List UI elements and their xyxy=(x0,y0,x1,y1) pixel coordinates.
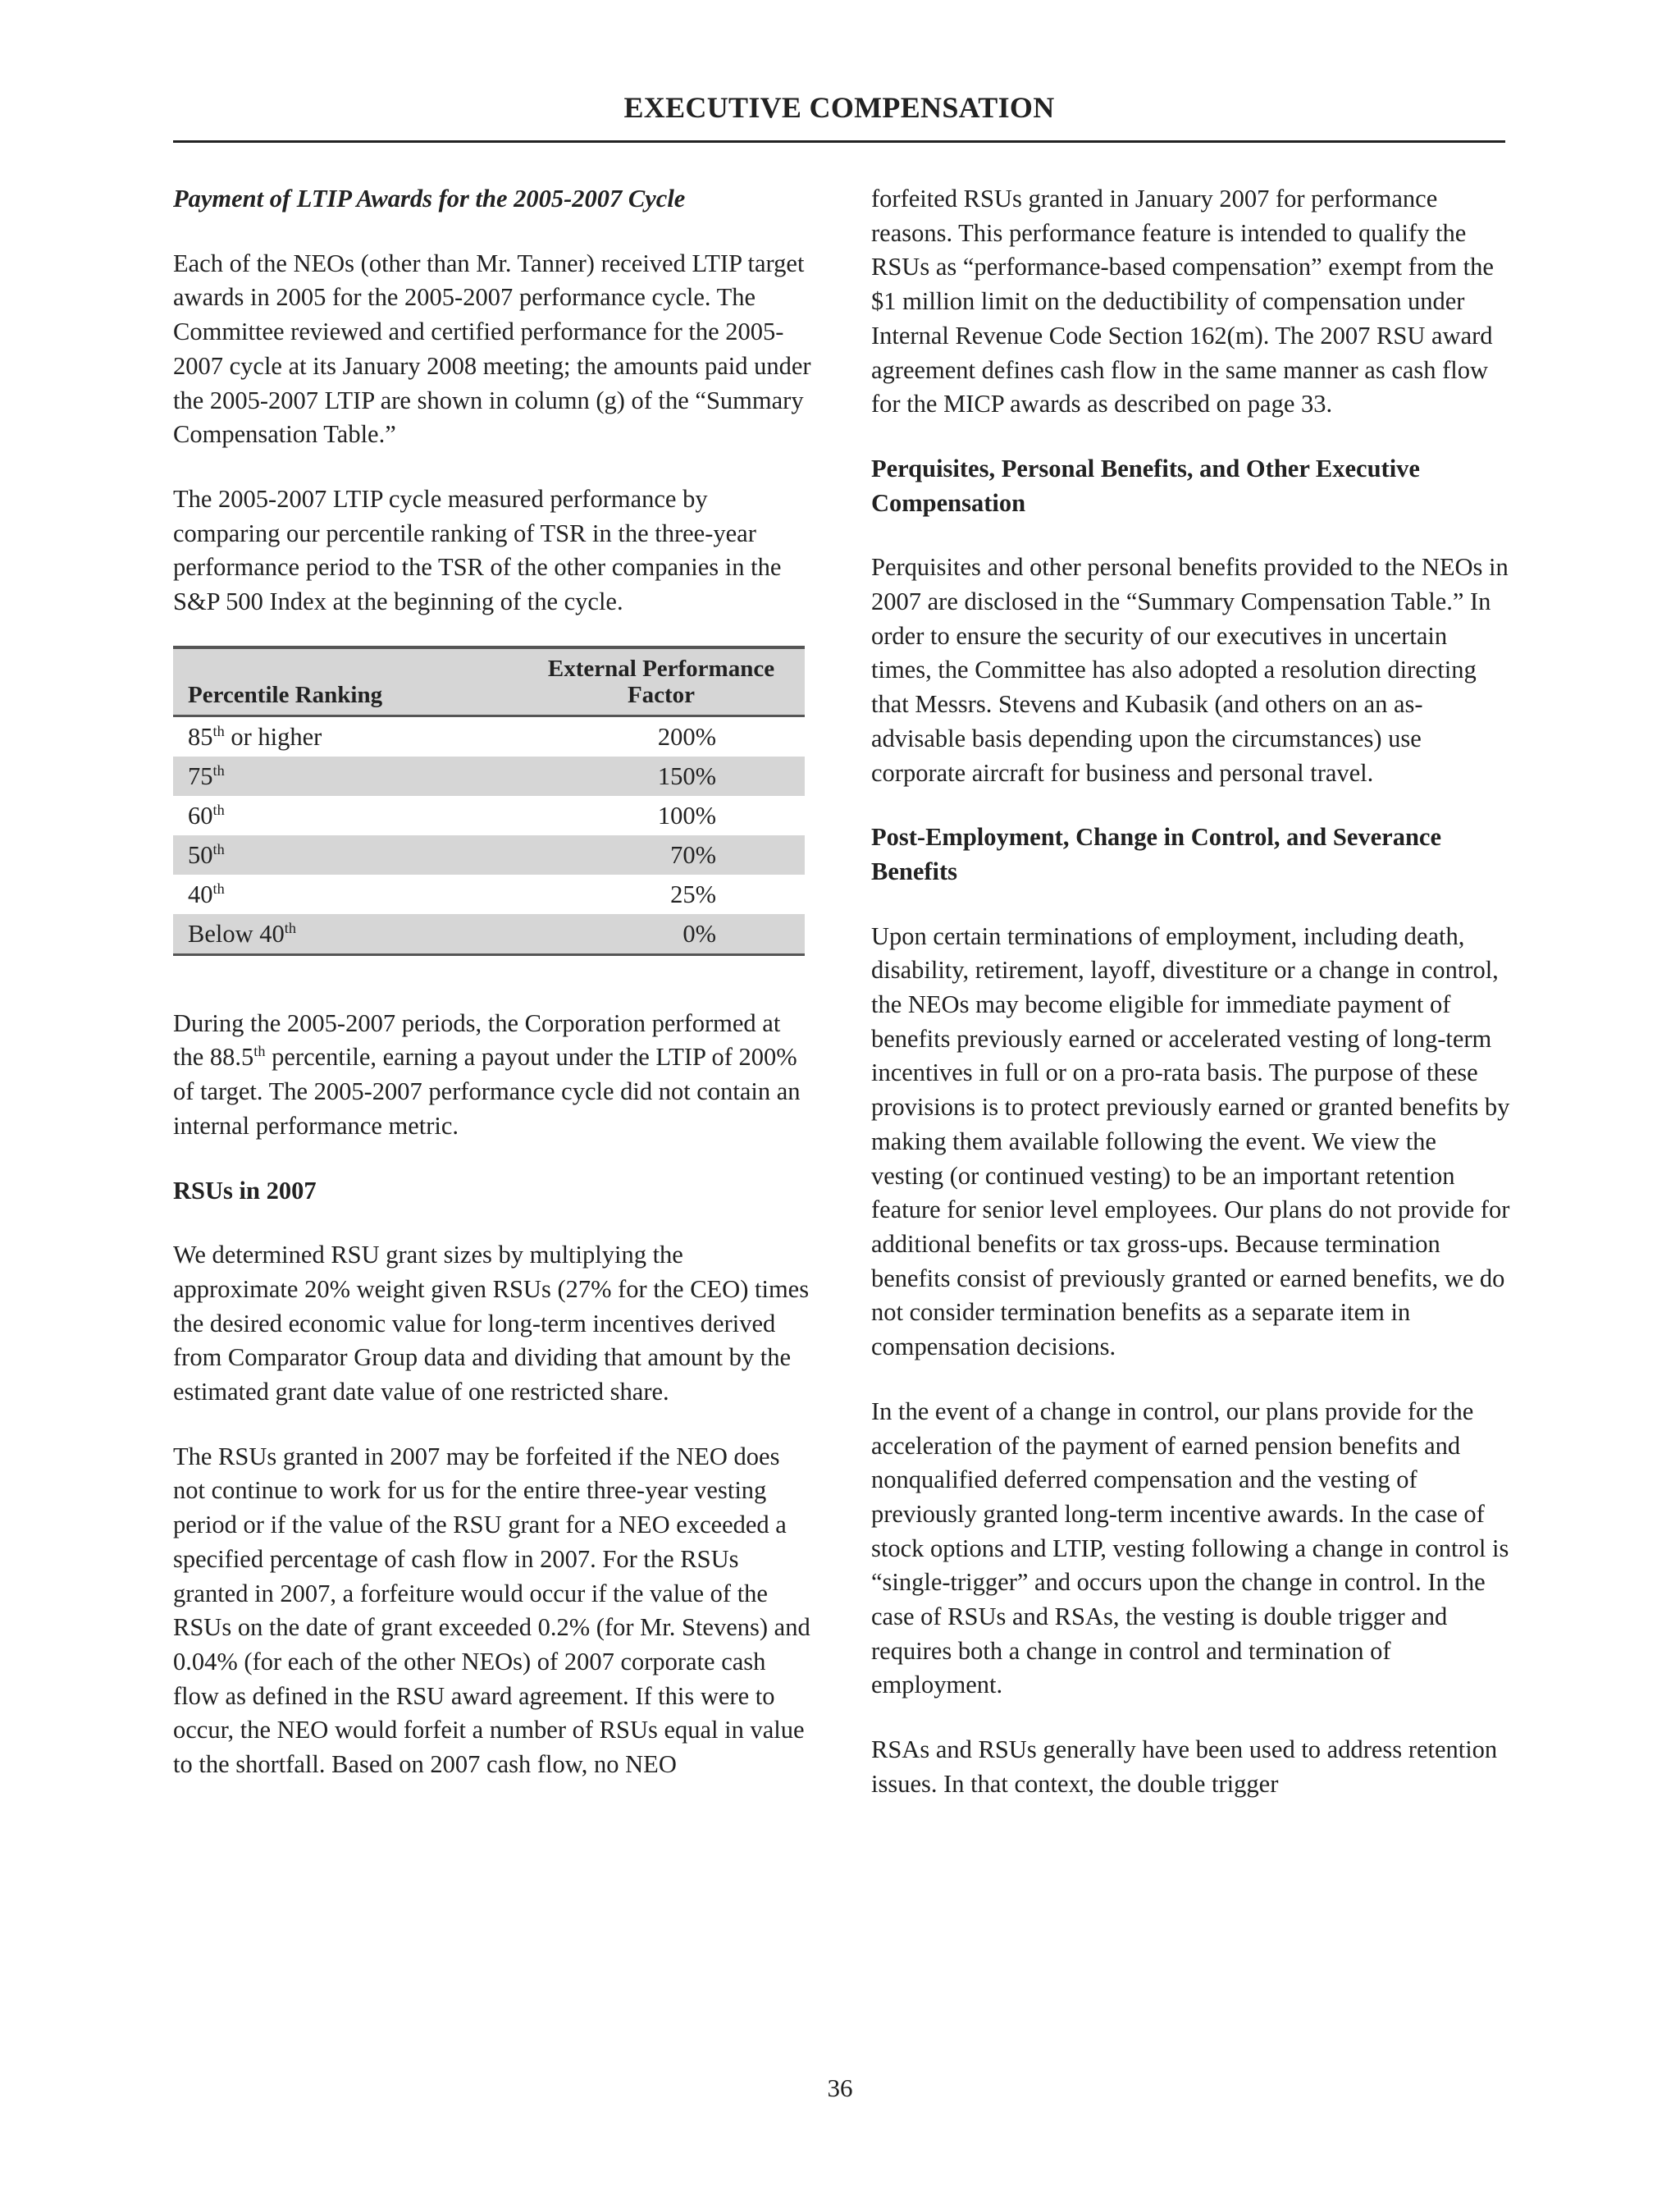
paragraph-perquisites: Perquisites and other personal benefits provided to the NEOs in 2007 are disclosed in the “Summary Compensation Table.” In order to ensure the security of our executives in uncertain times, the Committee has also adopted a resolution directing that Messrs. Stevens and Kubasik (and others on an as-advisable basis depending upon the circumstances) use corporate aircraft for business and personal travel. xyxy=(871,553,1509,787)
table-row xyxy=(173,914,805,955)
table-cell-factor: 100% xyxy=(657,801,716,830)
paragraph-rsu-forfeiture: The RSUs granted in 2007 may be forfeited if the NEO does not continue to work for us for the entire three-year vesting period or if the value of the RSU grant for a NEO exceeded a specified percentage of cash flow in 2007. For the RSUs granted in 2007, a forfeiture would occur if the value of the RSUs on the date of grant exceeded 0.2% (for Mr. Stevens) and 0.04% (for each of the other NEOs) of 2007 corporate cash flow as defined in the RSU award agreement. If this were to occur, the NEO would forfeit a number of RSUs equal in value to the shortfall. Based on 2007 cash flow, no NEO xyxy=(173,1442,810,1779)
paragraph-termination-benefits: Upon certain terminations of employment, including death, disability, retirement, layoff, divestiture or a change in control, the NEOs may become eligible for immediate payment of benefits previously earned or accelerated vesting of long-term incentives in full or on a pro-rata basis. The purpose of these provisions is to protect previously earned or granted benefits by making them available following the event. We view the vesting (or continued vesting) to be an important retention feature for senior level employees. Our plans do not provide for additional benefits or tax gross-ups. Because termination benefits consist of previously granted or earned benefits, we do not consider termination benefits as a separate item in compensation decisions. xyxy=(871,921,1510,1361)
column-header-external-performance-factor: External Performance Factor xyxy=(511,647,805,716)
table-cell-factor: 70% xyxy=(670,840,716,869)
table-cell-ranking: 50th xyxy=(188,840,225,869)
table-cell-ranking: 60th xyxy=(188,801,225,830)
left-column xyxy=(173,182,813,1813)
right-column xyxy=(871,182,1511,1832)
table-row xyxy=(173,875,805,914)
paragraph-rsas-rsus-retention: RSAs and RSUs generally have been used to address retention issues. In that context, the double trigger xyxy=(871,1735,1498,1798)
table-row xyxy=(173,716,805,757)
table-row xyxy=(173,757,805,796)
table-cell-factor: 200% xyxy=(657,722,716,751)
column-header-percentile-ranking: Percentile Ranking xyxy=(173,647,511,716)
section-heading-ltip-payment: Payment of LTIP Awards for the 2005-2007 Cycle xyxy=(173,185,686,213)
section-heading-post-employment: Post-Employment, Change in Control, and Severance Benefits xyxy=(871,823,1442,885)
paragraph-change-in-control: In the event of a change in control, our plans provide for the acceleration of the payment of earned pension benefits and nonqualified deferred compensation and the vesting of previously granted long-term incentive awards. In the case of stock options and LTIP, vesting following a change in control is “single-trigger” and occurs upon the change in control. In the case of RSUs and RSAs, the vesting is double trigger and requires both a change in control and termination of employment. xyxy=(871,1397,1509,1699)
paragraph-corporation-performance: During the 2005-2007 periods, the Corporation performed at the 88.5th percentile, earning a payout under the LTIP of 200% of target. The 2005-2007 performance cycle did not contain an internal performance metric. xyxy=(173,1008,801,1140)
table-cell-factor: 25% xyxy=(670,880,716,908)
table-cell-ranking: 85th or higher xyxy=(188,722,322,751)
percentile-ranking-table xyxy=(173,646,805,956)
table-cell-factor: 150% xyxy=(657,761,716,790)
paragraph-ltip-target-awards: Each of the NEOs (other than Mr. Tanner) received LTIP target awards in 2005 for the 2005-2007 performance cycle. The Committee reviewed and certified performance for the 2005-2007 cycle at its January 2008 meeting; the amounts paid under the 2005-2007 LTIP are shown in column (g) of the “Summary Compensation Table.” xyxy=(173,249,811,449)
table-cell-ranking: 40th xyxy=(188,880,225,908)
table-cell-factor: 0% xyxy=(511,914,805,955)
table-cell-ranking: Below 40th xyxy=(173,914,511,955)
table-header-row xyxy=(173,647,805,716)
page-number: 36 xyxy=(827,2073,853,2102)
table-row xyxy=(173,796,805,835)
header-rule xyxy=(173,140,1505,143)
section-heading-rsus-2007: RSUs in 2007 xyxy=(173,1176,317,1205)
table-row xyxy=(173,835,805,875)
page-header-title: EXECUTIVE COMPENSATION xyxy=(623,91,1055,124)
section-heading-perquisites: Perquisites, Personal Benefits, and Other Executive Compensation xyxy=(871,454,1420,517)
paragraph-rsu-performance-feature: forfeited RSUs granted in January 2007 for performance reasons. This performance feature is intended to qualify the RSUs as “performance-based compensation” exempt from the $1 million limit on the deductibility of compensation under Internal Revenue Code Section 162(m). The 2007 RSU award agreement defines cash flow in the same manner as cash flow for the MICP awards as described on page 33. xyxy=(871,185,1494,418)
paragraph-rsu-grant-sizes: We determined RSU grant sizes by multiplying the approximate 20% weight given RSUs (27% for the CEO) times the desired economic value for long-term incentives derived from Comparator Group data and dividing that amount by the estimated grant date value of one restricted share. xyxy=(173,1241,810,1406)
table-cell-ranking: 75th xyxy=(188,761,225,790)
paragraph-ltip-cycle-measure: The 2005-2007 LTIP cycle measured performance by comparing our percentile ranking of TSR in the three-year performance period to the TSR of the other companies in the S&P 500 Index at the beginning of the cycle. xyxy=(173,484,782,616)
